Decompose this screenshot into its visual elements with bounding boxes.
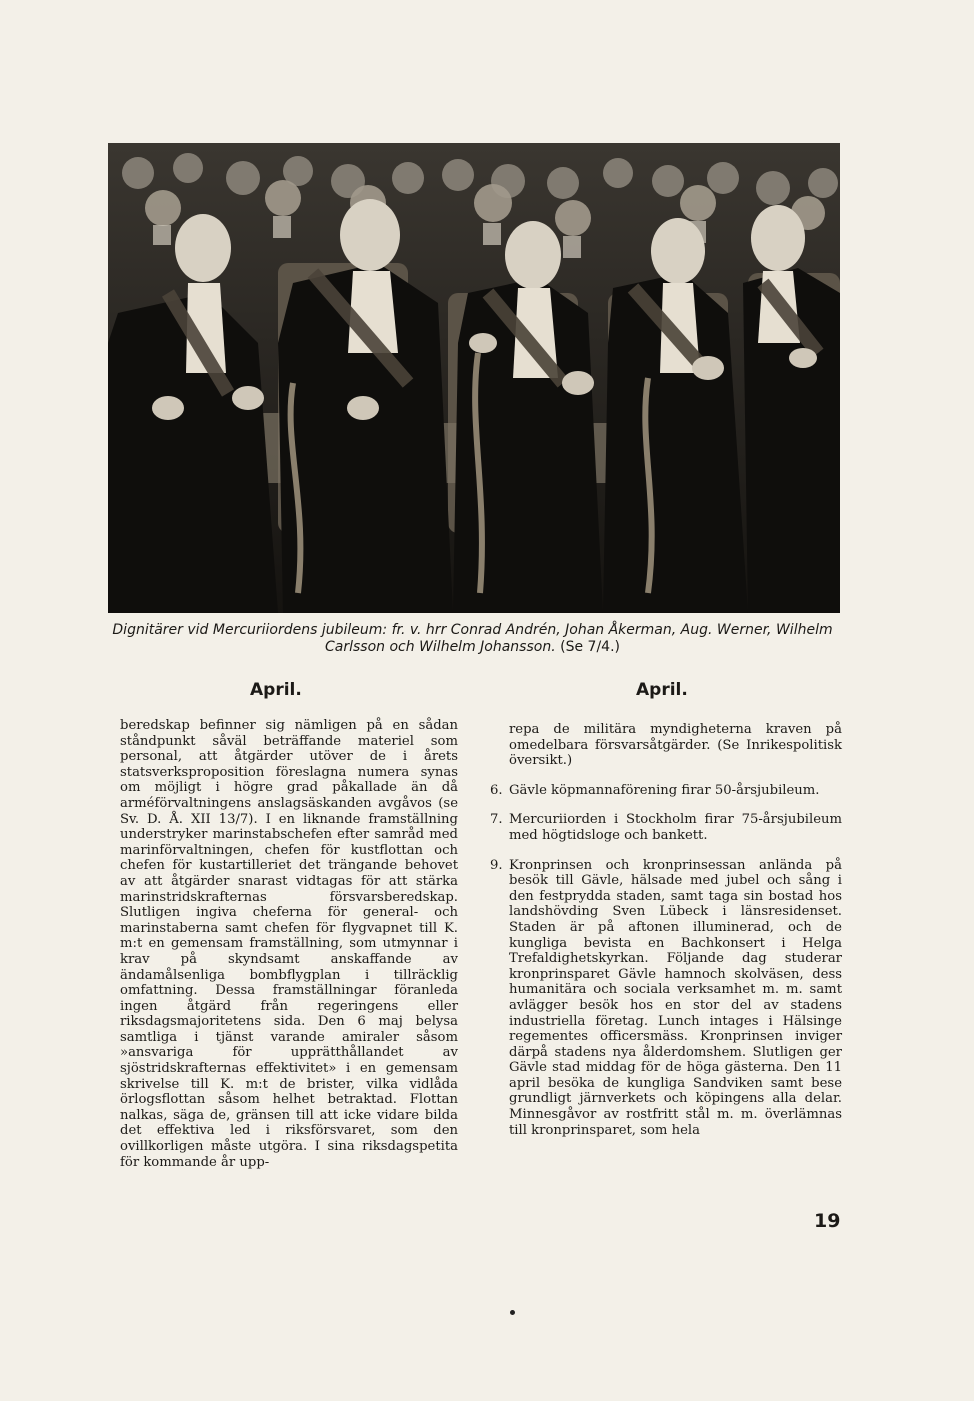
photo-caption — [100, 622, 845, 656]
entry-date: 6. — [490, 782, 503, 798]
print-mark — [510, 1310, 515, 1315]
entry-date: 7. — [490, 812, 503, 828]
right-column-header: April. — [636, 680, 688, 700]
group-photograph — [108, 143, 840, 613]
right-column — [490, 722, 842, 1152]
photo-illustration — [108, 143, 840, 613]
entry-text: repa de militära myndigheterna kraven på omedelbara försvarsåtgärder. (Se Inrikespolitisk översikt.) — [509, 722, 842, 769]
entry-date — [490, 722, 509, 769]
page-number: 19 — [814, 1210, 841, 1232]
entry-text: Gävle köpmannaförening firar 50-årsjubileum. — [509, 782, 820, 798]
chronicle-entry — [490, 858, 842, 1139]
left-column-header: April. — [250, 680, 302, 700]
entry-date: 9. — [490, 857, 503, 873]
caption-text: Dignitärer vid Mercuriiordens jubileum: fr. v. hrr Conrad Andrén, Johan Åkerman, Aug. Werner, Wilhelm Carlsson och Wilhelm Johansson. — [112, 622, 833, 655]
chronicle-entry — [490, 722, 842, 769]
entry-text: Kronprinsen och kronprinsessan anlända på besök till Gävle, hälsade med jubel och sång i den festprydda staden, samt taga sin bostad hos landshövding Sven Lübeck i länsresidenset. Staden är på aftonen illuminerad, och de kungliga bevista en Bachkonsert i Helga Trefaldighetskyrkan. Följande dag studerar kronprinsparet Gävle hamnoch skolväsen, dess humanitära och sociala verksamhet m. m. samt avlägger besök hos en stor del av stadens industriella företag. Lunch intages i Hälsinge regementes officersmäss. Kronprinsen inviger därpå stadens nya ålderdomshem. Slutligen ger Gävle stad middag för de höga gästerna. Den 11 april besöka de kungliga Sandviken samt bese grundligt järnverkets och köpingens alla delar. Minnesgåvor av rostfritt stål m. m. överlämnas till kronprinsparet, som hela — [509, 857, 842, 1138]
chronicle-entry — [490, 812, 842, 843]
chronicle-entry — [490, 783, 842, 799]
left-column — [120, 718, 458, 1170]
caption-reference: (Se 7/4.) — [560, 639, 620, 655]
left-column-text: beredskap befinner sig nämligen på en sådan ståndpunkt såväl beträffande materiel som personal, att åtgärder utöver de i årets statsverksproposition föreslagna numera synas om möjligt i högre grad påkallade än då arméförvaltningens anslagsäskanden avgåvos (se Sv. D. Å. XII 13/7). I en liknande framställning understryker marinstabschefen efter samråd med marinförvaltningen, chefen för kustflottan och chefen för kustartilleriet det trängande behovet av att åtgärder snarast vidtagas för att stärka marinstridskrafternas försvarsberedskap. Slutligen ingiva cheferna för general- och marinstaberna samt chefen för flygvapnet till K. m:t en gemensam framställning, som utmynnar i krav på skyndsamt anskaffande av ändamålsenliga bombflygplan i tillräcklig omfattning. Dessa framställningar föranleda ingen åtgärd från regeringens eller riksdagsmajoritetens sida. Den 6 maj belysa samtliga i tjänst varande amiraler såsom »ansvariga för upprätthållandet av sjöstridskrafternas effektivitet» i en gemensam skrivelse till K. m:t de brister, vilka vidlåda örlogsflottan såsom helhet betraktad. Flottan nalkas, säga de, gränsen till att icke vidare bilda det effektiva led i riksförsvaret, som den ovillkorligen måste utgöra. I sina riksdagspetita för kommande år upp- — [120, 718, 458, 1170]
entry-text: Mercuriiorden i Stockholm firar 75-årsjubileum med högtidsloge och bankett. — [509, 812, 842, 843]
